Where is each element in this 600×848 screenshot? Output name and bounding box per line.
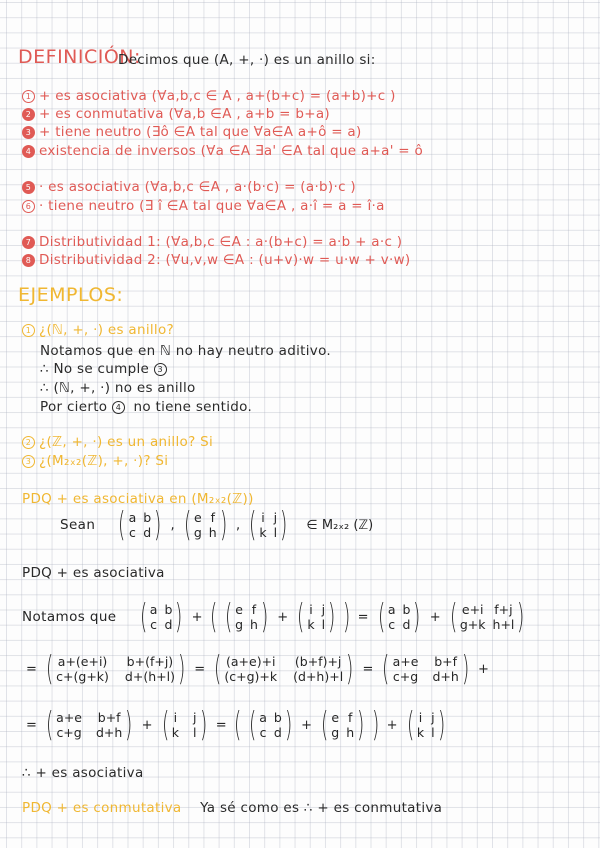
number-badge: 1 [22, 90, 35, 103]
notamos-label: Notamos que [22, 609, 117, 625]
question-text: ¿(M₂ₓ₂(ℤ), +, ·)? Si [39, 453, 169, 469]
number-badge: 5 [22, 181, 35, 194]
property-text: Distributividad 1: (∀a,b,c ∈A : a·(b+c) = a·b + a·c ) [39, 234, 403, 250]
matrix-A: ( a b c d ) [248, 705, 293, 745]
property-2 [22, 106, 330, 122]
example-3-question [22, 453, 168, 469]
matrix-R1: ( a+(e+i) b+(f+j) c+(g+k) d+(h+l) ) [45, 649, 186, 689]
property-text: existencia de inversos (∀a ∈A ∃a' ∈A tal que a+a' = ô [39, 143, 424, 159]
pdq-conmutativa-row [22, 800, 442, 816]
property-3 [22, 124, 362, 140]
example-1-line-1: Notamos que en ℕ no hay neutro aditivo. [40, 343, 332, 359]
definition-intro: Decimos que (A, +, ·) es un anillo si: [118, 52, 376, 68]
number-badge: 7 [22, 236, 35, 249]
conclusion-asociativa: ∴ + es asociativa [22, 765, 144, 781]
property-4 [22, 143, 423, 159]
sean-row: Sean ( a b c d ) , ( e f g h ) , ( i j k l ) ∈ M₂ₓ₂ (ℤ) [60, 505, 374, 545]
matrix-A: ( a b c d ) [118, 505, 162, 545]
property-5 [22, 179, 356, 195]
matrix-AB: ( a+e b+f c+g d+h ) [382, 649, 470, 689]
number-badge: 4 [22, 145, 35, 158]
property-7 [22, 234, 402, 250]
question-text: ¿(ℕ, +, ·) es anillo? [39, 322, 175, 338]
conmutativa-conclusion: Ya sé como es ∴ + es conmutativa [200, 800, 443, 816]
notamos-row: Notamos que ( a b c d ) + ( ( e f g h ) + ( i j k l ) ) = ( a b c d ) + ( e+i f+j g+k h+l ) [22, 600, 530, 634]
matrix-BC: ( e+i f+j g+k h+l ) [449, 597, 525, 637]
property-text: · es asociativa (∀a,b,c ∈A , a·(b·c) = (a·b)·c ) [39, 179, 356, 195]
pdq-asociativa-2: PDQ + es asociativa [22, 565, 165, 581]
property-8 [22, 252, 411, 268]
example-1-line-4: Por cierto 4 no tiene sentido. [40, 399, 253, 415]
property-text: + es conmutativa (∀a,b ∈A , a+b = b+a) [39, 106, 331, 122]
step-row-1: = ( a+(e+i) b+(f+j) c+(g+k) d+(h+l) ) = ( (a+e)+i (b+f)+j (c+g)+k (d+h)+l ) = ( a+e b+f c+g d+h ) + [26, 649, 489, 689]
matrix-C: ( i j k l ) [297, 597, 336, 637]
number-badge: 6 [22, 200, 35, 213]
matrix-C: ( i j k l ) [249, 505, 288, 545]
property-1 [22, 88, 396, 104]
matrix-B: ( e f g h ) [224, 597, 269, 637]
number-badge: 2 [22, 436, 35, 449]
property-text: + tiene neutro (∃ô ∈A tal que ∀a∈A a+ô = a) [39, 124, 362, 140]
number-badge: 3 [22, 455, 35, 468]
property-text: · tiene neutro (∃ î ∈A tal que ∀a∈A , a·î = a = î·a [39, 198, 385, 214]
example-1-line-3: ∴ (ℕ, +, ·) no es anillo [40, 380, 196, 396]
matrix-AB: ( a+e b+f c+g d+h ) [45, 705, 133, 745]
number-badge: 8 [22, 254, 35, 267]
number-badge: 1 [22, 324, 35, 337]
question-text: ¿(ℤ, +, ·) es un anillo? Si [39, 434, 214, 450]
matrix-C: ( i j k l ) [161, 705, 207, 745]
sean-label: Sean [60, 517, 96, 533]
definition-heading: DEFINICIÓN: [18, 46, 141, 68]
membership-text: ∈ M₂ₓ₂ (ℤ) [306, 517, 374, 533]
example-1-question [22, 322, 174, 338]
number-badge: 2 [22, 108, 35, 121]
pdq-asociativa-heading: PDQ + es asociativa en (M₂ₓ₂(ℤ)) [22, 491, 254, 507]
property-6 [22, 198, 385, 214]
matrix-C: ( i j k l ) [406, 705, 445, 745]
examples-heading: EJEMPLOS: [18, 284, 124, 306]
number-badge: 3 [22, 126, 35, 139]
matrix-R2: ( (a+e)+i (b+f)+j (c+g)+k (d+h)+l ) [214, 649, 354, 689]
number-badge: 4 [112, 401, 125, 414]
example-2-question [22, 434, 213, 450]
number-badge: 3 [154, 363, 167, 376]
matrix-A: ( a b c d ) [377, 597, 421, 637]
example-1-line-2: ∴ No se cumple 3 [40, 361, 171, 377]
property-text: + es asociativa (∀a,b,c ∈ A , a+(b+c) = (a+b)+c ) [39, 88, 396, 104]
property-text: Distributividad 2: (∀u,v,w ∈A : (u+v)·w = u·w + v·w) [39, 252, 411, 268]
matrix-A: ( a b c d ) [139, 597, 183, 637]
step-row-2: = ( a+e b+f c+g d+h ) + ( i j k l ) = ( ( a b c d ) + ( e f g h ) ) + ( i j k l ) [22, 708, 450, 742]
matrix-B: ( e f g h ) [320, 705, 365, 745]
matrix-B: ( e f g h ) [183, 505, 228, 545]
pdq-conmutativa-heading: PDQ + es conmutativa [22, 800, 182, 816]
